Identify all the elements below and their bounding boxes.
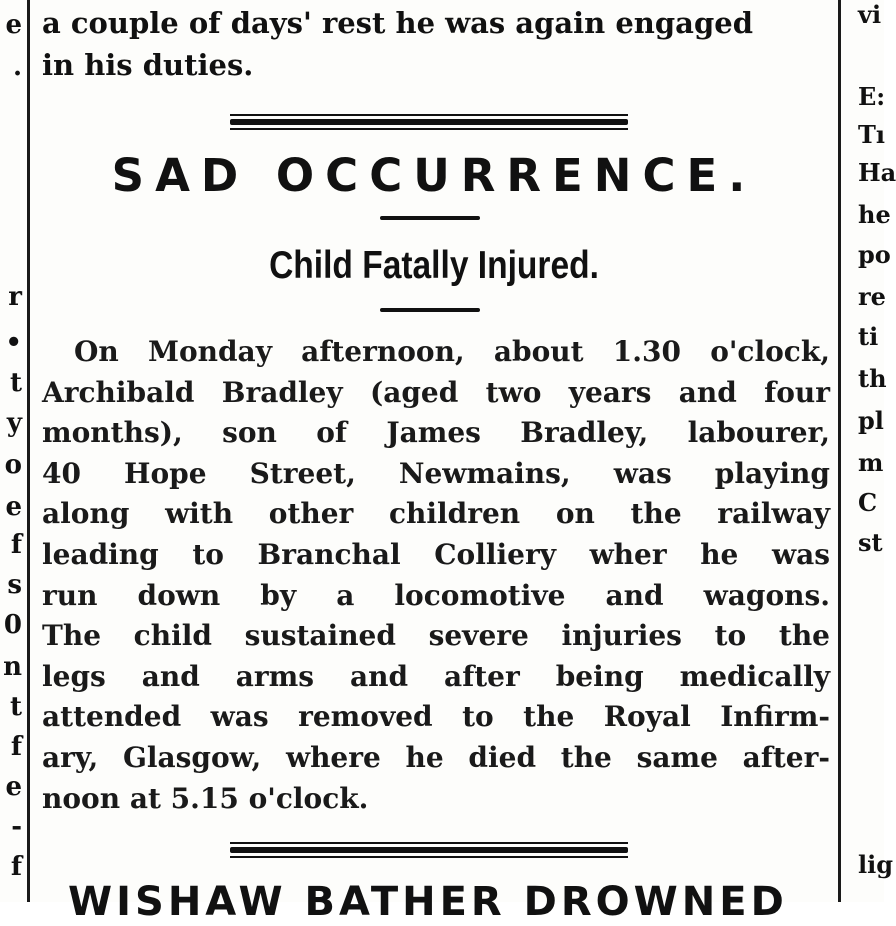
article-subheadline: Child Fatally Injured. bbox=[269, 244, 599, 287]
left-fragment-char: t bbox=[9, 692, 22, 722]
right-fragment-text: st bbox=[858, 528, 883, 557]
previous-article-ending bbox=[42, 2, 832, 86]
left-fragment-char: s bbox=[7, 570, 22, 600]
body-line: along with other children on the railway bbox=[42, 497, 830, 531]
right-column-rule bbox=[838, 0, 841, 902]
headline-rule bbox=[380, 216, 480, 220]
right-fragment-text: Ha bbox=[858, 158, 896, 187]
left-fragment-char: e bbox=[5, 772, 22, 802]
left-fragment-char: t bbox=[9, 368, 22, 398]
left-fragment-char: • bbox=[5, 328, 22, 358]
body-line: run down by a locomotive and wagons. bbox=[42, 578, 830, 612]
right-fragment-text: pl bbox=[858, 406, 884, 435]
left-fragment-char: 0 bbox=[3, 610, 22, 640]
next-headline-text: WISHAW BATHER DROWNED bbox=[68, 879, 788, 925]
left-fragment-char: . bbox=[12, 52, 22, 82]
next-article-headline bbox=[38, 878, 830, 925]
right-fragment-text: th bbox=[858, 364, 887, 393]
right-fragment-text: C bbox=[858, 488, 878, 517]
right-fragment-text: m bbox=[858, 448, 884, 477]
body-line: noon at 5.15 o'clock. bbox=[42, 781, 369, 815]
body-line: attended was removed to the Royal Infirm- bbox=[42, 700, 830, 734]
body-line: ary, Glasgow, where he died the same after- bbox=[42, 740, 830, 774]
right-fragment-text: re bbox=[858, 282, 886, 311]
body-line: 40 Hope Street, Newmains, was playing bbox=[42, 456, 830, 490]
left-fragment-char: y bbox=[6, 408, 22, 438]
right-column-fragment bbox=[844, 0, 896, 902]
body-line: months), son of James Bradley, labourer, bbox=[42, 416, 830, 450]
body-line: leading to Branchal Colliery wher he was bbox=[42, 537, 830, 571]
right-fragment-text: vi bbox=[858, 0, 882, 29]
left-fragment-char: f bbox=[10, 732, 22, 762]
left-fragment-char: e bbox=[5, 10, 22, 40]
left-fragment-char: e bbox=[5, 492, 22, 522]
left-fragment-char: r bbox=[8, 282, 22, 312]
article-body bbox=[42, 332, 830, 819]
left-column-rule bbox=[27, 0, 30, 902]
left-fragment-char: - bbox=[11, 812, 22, 842]
right-fragment-text: po bbox=[858, 240, 891, 269]
subheadline-rule bbox=[380, 308, 480, 312]
left-fragment-char: o bbox=[4, 450, 22, 480]
body-line: legs and arms and after being medically bbox=[42, 659, 830, 693]
body-line: On Monday afternoon, about 1.30 o'clock, bbox=[74, 335, 830, 368]
right-fragment-text: ti bbox=[858, 322, 879, 351]
right-fragment-text: Tı bbox=[858, 120, 885, 149]
right-fragment-text: he bbox=[858, 200, 891, 229]
text-line: in his duties. bbox=[42, 48, 254, 82]
left-fragment-char: f bbox=[10, 852, 22, 882]
text-line: a couple of days' rest he was again engaged bbox=[42, 6, 753, 40]
left-column-fragment bbox=[0, 0, 26, 902]
left-fragment-char: f bbox=[10, 530, 22, 560]
right-fragment-text: E: bbox=[858, 82, 886, 111]
body-line: The child sustained severe injuries to the bbox=[42, 619, 830, 653]
article-headline: SAD OCCURRENCE. bbox=[111, 149, 757, 202]
right-fragment-text: lig bbox=[858, 850, 894, 879]
section-divider bbox=[230, 114, 628, 130]
section-divider bbox=[230, 842, 628, 858]
left-fragment-char: n bbox=[3, 652, 22, 682]
body-line: Archibald Bradley (aged two years and four bbox=[42, 375, 830, 409]
